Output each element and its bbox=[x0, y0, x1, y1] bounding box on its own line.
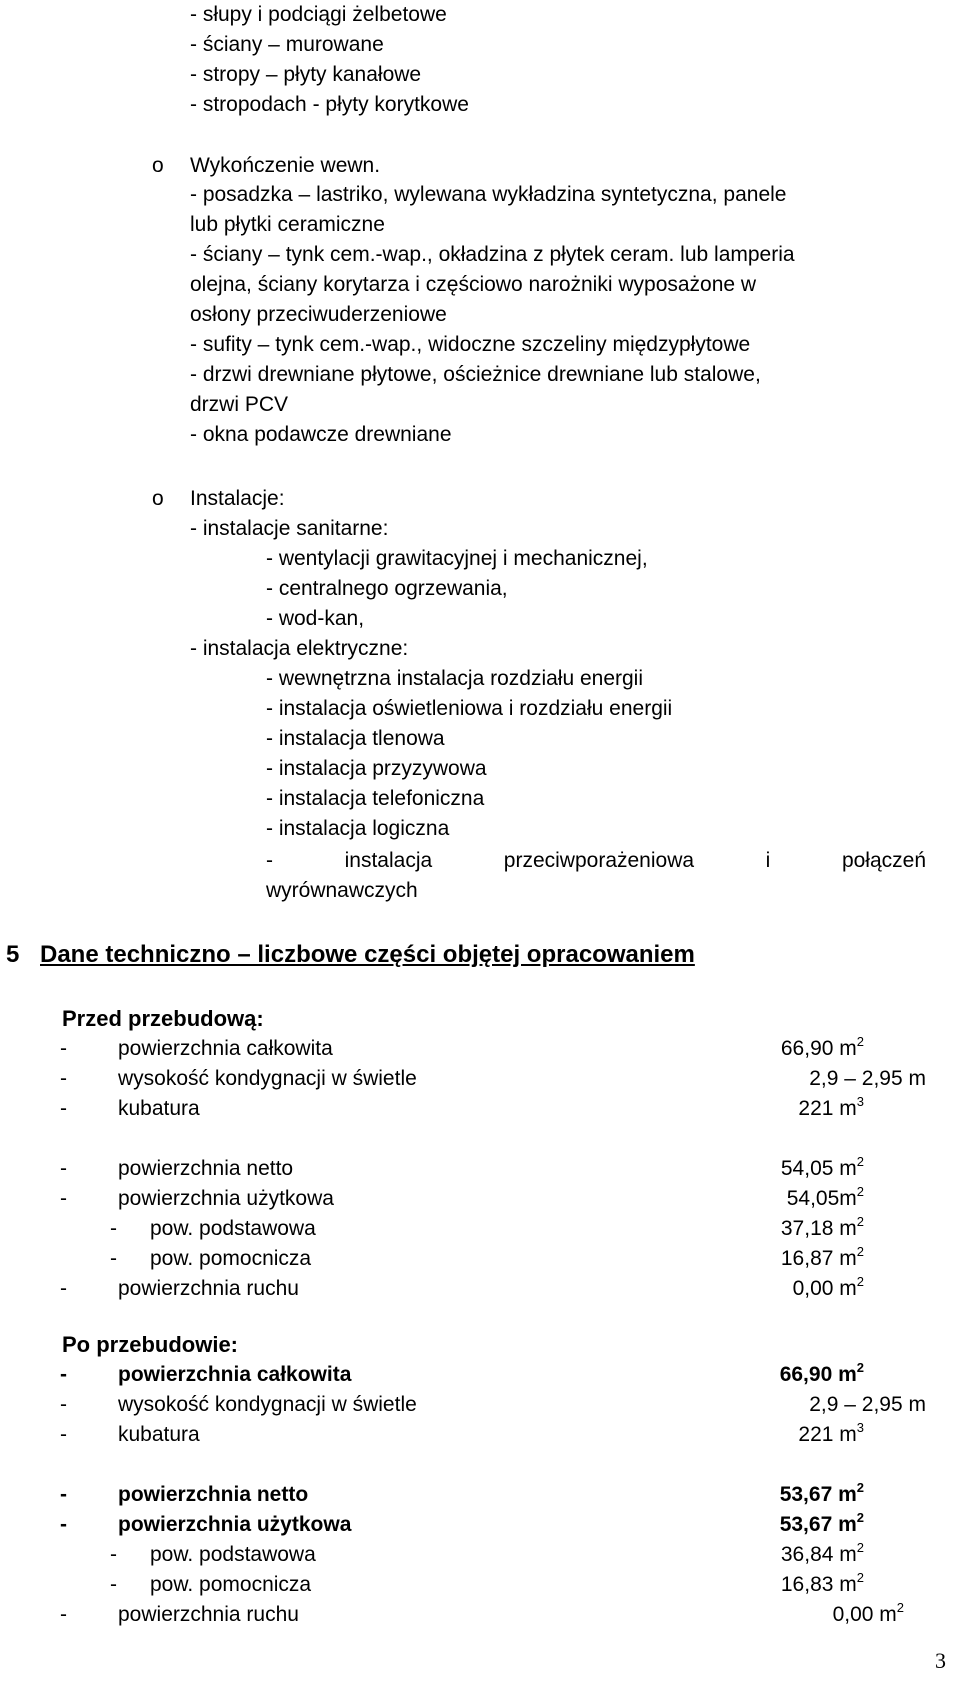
unit-exponent: 2 bbox=[856, 1360, 864, 1375]
section-title: Dane techniczno – liczbowe części objętej opracowaniem bbox=[40, 941, 695, 968]
text-line: lub płytki ceramiczne bbox=[190, 213, 385, 236]
list-item: - instalacja logiczna bbox=[266, 817, 450, 840]
unit-exponent: 2 bbox=[856, 1480, 864, 1495]
list-item: - instalacja tlenowa bbox=[266, 727, 445, 750]
row-dash: - bbox=[60, 1277, 67, 1300]
list-item: - słupy i podciągi żelbetowe bbox=[190, 3, 447, 26]
row-label: pow. pomocnicza bbox=[150, 1247, 312, 1270]
unit-exponent: 3 bbox=[856, 1420, 864, 1435]
row-label: pow. pomocnicza bbox=[150, 1573, 312, 1596]
row-label: powierzchnia netto bbox=[118, 1483, 309, 1506]
row-value: 221 $m^3$ bbox=[798, 1420, 864, 1446]
row-value: 2,9 – 2,95 m bbox=[809, 1393, 926, 1416]
row-value: 16,83 $m^2$ bbox=[780, 1570, 864, 1596]
text-line: - instalacja elektryczne: bbox=[190, 637, 409, 660]
list-item: - wentylacji grawitacyjnej i mechanicznej, bbox=[266, 547, 648, 570]
text-line: drzwi PCV bbox=[190, 393, 289, 416]
row-dash: - bbox=[60, 1187, 67, 1210]
section-heading bbox=[6, 940, 19, 970]
table-row bbox=[0, 1214, 960, 1244]
word: - bbox=[266, 849, 273, 872]
unit-exponent: 2 bbox=[856, 1244, 864, 1259]
row-dash: - bbox=[60, 1067, 67, 1090]
text-line: - posadzka – lastriko, wylewana wykładzina syntetyczna, panele bbox=[190, 183, 787, 206]
table-row bbox=[0, 1034, 960, 1064]
bullet-marker: o bbox=[152, 487, 164, 510]
row-value: 221 $m^3$ bbox=[798, 1094, 864, 1120]
row-dash: - bbox=[60, 1513, 67, 1536]
list-item: - wod-kan, bbox=[266, 607, 365, 630]
row-label: powierzchnia użytkowa bbox=[118, 1187, 334, 1210]
text-line: - okna podawcze drewniane bbox=[190, 423, 452, 446]
row-value: 54,05 $m^2$ bbox=[780, 1154, 864, 1180]
section-title-wykonczenie: Wykończenie wewn. bbox=[190, 154, 381, 177]
row-label: pow. podstawowa bbox=[150, 1217, 316, 1240]
section-title-instalacje: Instalacje: bbox=[190, 487, 285, 510]
text-line: wyrównawczych bbox=[266, 879, 418, 902]
row-dash: - bbox=[60, 1097, 67, 1120]
row-dash: - bbox=[110, 1217, 117, 1240]
row-label: powierzchnia netto bbox=[118, 1157, 294, 1180]
table-row bbox=[0, 1184, 960, 1214]
section-number: 5 bbox=[6, 941, 20, 968]
table-row bbox=[0, 1420, 960, 1450]
text-line: - ściany – tynk cem.-wap., okładzina z płytek ceram. lub lamperia bbox=[190, 243, 795, 266]
unit-exponent: 2 bbox=[856, 1154, 864, 1169]
unit-exponent: 3 bbox=[856, 1094, 864, 1109]
word: instalacja bbox=[344, 849, 433, 872]
row-value: 2,9 – 2,95 m bbox=[809, 1067, 926, 1090]
row-label: wysokość kondygnacji w świetle bbox=[118, 1393, 417, 1416]
list-item: - stropodach - płyty korytkowe bbox=[190, 93, 469, 116]
table-row bbox=[0, 1600, 960, 1630]
row-dash: - bbox=[60, 1157, 67, 1180]
list-item: - wewnętrzna instalacja rozdziału energii bbox=[266, 667, 644, 690]
text-line: olejna, ściany korytarza i częściowo narożniki wyposażone w bbox=[190, 273, 757, 296]
row-value: 0,00 $m^2$ bbox=[792, 1274, 864, 1300]
unit-exponent: 2 bbox=[856, 1184, 864, 1199]
row-dash: - bbox=[60, 1423, 67, 1446]
list-item-justified bbox=[266, 846, 926, 876]
row-label: kubatura bbox=[118, 1097, 200, 1120]
row-value: 53,67 $m^2$ bbox=[779, 1510, 864, 1536]
unit-exponent: 2 bbox=[856, 1034, 864, 1049]
table-row bbox=[0, 1510, 960, 1540]
row-value: 66,90 $m^2$ bbox=[779, 1360, 864, 1386]
row-label: powierzchnia całkowita bbox=[118, 1363, 352, 1386]
word: i bbox=[765, 849, 771, 872]
table-row bbox=[0, 1480, 960, 1510]
row-dash: - bbox=[110, 1543, 117, 1566]
row-label: pow. podstawowa bbox=[150, 1543, 316, 1566]
word: przeciwporażeniowa bbox=[503, 849, 695, 872]
row-value: 53,67 $m^2$ bbox=[779, 1480, 864, 1506]
unit-exponent: 2 bbox=[856, 1274, 864, 1289]
row-value: 0,00 $m^2$ bbox=[832, 1600, 904, 1626]
list-item: - instalacja oświetleniowa i rozdziału energii bbox=[266, 697, 673, 720]
row-value: 36,84 $m^2$ bbox=[780, 1540, 864, 1566]
list-item: - instalacja przyzywowa bbox=[266, 757, 487, 780]
row-value: $54,05m^2$ bbox=[786, 1184, 864, 1210]
row-value: 37,18 $m^2$ bbox=[780, 1214, 864, 1240]
page-number: 3 bbox=[935, 1648, 946, 1673]
row-value: 16,87 $m^2$ bbox=[780, 1244, 864, 1270]
list-item: - centralnego ogrzewania, bbox=[266, 577, 508, 600]
unit-exponent: 2 bbox=[856, 1570, 864, 1585]
subheading-przed: Przed przebudową: bbox=[62, 1006, 264, 1031]
row-dash: - bbox=[110, 1573, 117, 1596]
row-dash: - bbox=[60, 1483, 67, 1506]
list-item: - ściany – murowane bbox=[190, 33, 384, 56]
table-row bbox=[0, 1390, 960, 1420]
table-row bbox=[0, 1360, 960, 1390]
unit-exponent: 2 bbox=[896, 1600, 904, 1615]
row-dash: - bbox=[60, 1603, 67, 1626]
text-line: - drzwi drewniane płytowe, ościeżnice drewniane lub stalowe, bbox=[190, 363, 761, 386]
text-line: - instalacje sanitarne: bbox=[190, 517, 389, 540]
row-label: powierzchnia ruchu bbox=[118, 1277, 299, 1300]
text-line: osłony przeciwuderzeniowe bbox=[190, 303, 447, 326]
row-label: wysokość kondygnacji w świetle bbox=[118, 1067, 417, 1090]
row-dash: - bbox=[60, 1037, 67, 1060]
list-item: - instalacja telefoniczna bbox=[266, 787, 485, 810]
row-dash: - bbox=[110, 1247, 117, 1270]
text-line: - sufity – tynk cem.-wap., widoczne szczeliny międzypłytowe bbox=[190, 333, 751, 356]
table-row bbox=[0, 1244, 960, 1274]
row-value: 66,90 $m^2$ bbox=[780, 1034, 864, 1060]
unit-exponent: 2 bbox=[856, 1214, 864, 1229]
table-row bbox=[0, 1094, 960, 1124]
unit-exponent: 2 bbox=[856, 1510, 864, 1525]
row-label: powierzchnia użytkowa bbox=[118, 1513, 352, 1536]
row-label: powierzchnia ruchu bbox=[118, 1603, 299, 1626]
table-row bbox=[0, 1154, 960, 1184]
row-label: powierzchnia całkowita bbox=[118, 1037, 333, 1060]
table-row bbox=[0, 1540, 960, 1570]
table-row bbox=[0, 1274, 960, 1304]
subheading-po: Po przebudowie: bbox=[62, 1332, 238, 1357]
unit-exponent: 2 bbox=[856, 1540, 864, 1555]
word: połączeń bbox=[841, 849, 926, 872]
table-row bbox=[0, 1064, 960, 1094]
row-dash: - bbox=[60, 1363, 67, 1386]
list-item: - stropy – płyty kanałowe bbox=[190, 63, 422, 86]
table-row bbox=[0, 1570, 960, 1600]
row-label: kubatura bbox=[118, 1423, 200, 1446]
section-heading-title bbox=[40, 940, 695, 970]
bullet-marker: o bbox=[152, 154, 164, 177]
row-dash: - bbox=[60, 1393, 67, 1416]
